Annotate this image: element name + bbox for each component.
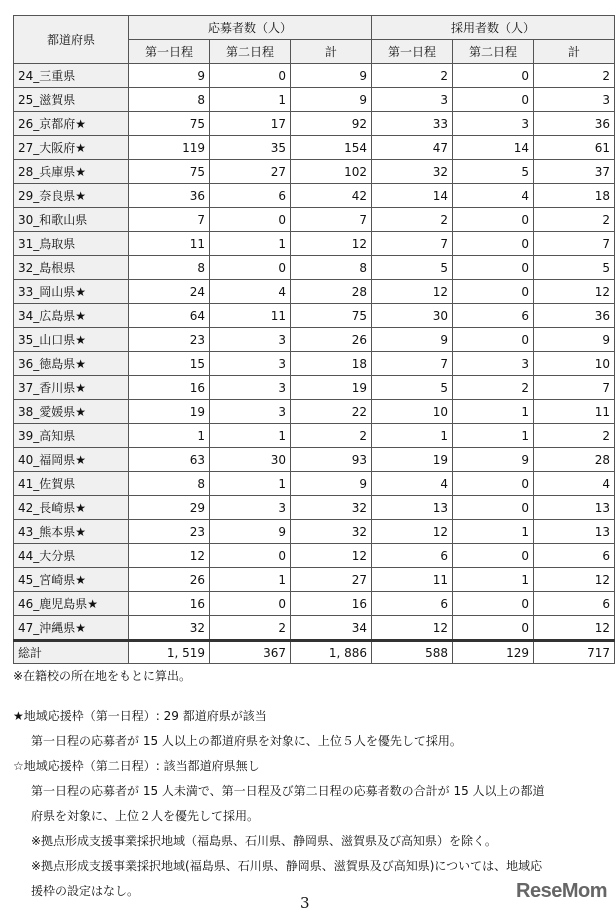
notes [13, 664, 545, 904]
page-number: 3 [300, 894, 310, 912]
table-row [14, 376, 615, 400]
value-cell: 13 [534, 520, 615, 544]
table-row [14, 400, 615, 424]
value-cell: 9 [372, 328, 453, 352]
value-cell: 7 [129, 208, 210, 232]
note-exclusion-2a: ※拠点形成支援事業採択地域(福島県、石川県、静岡県、滋賀県及び高知県)については、地域応 [31, 859, 543, 873]
note-star-desc: 第一日程の応募者が 15 人以上の都道府県を対象に、上位５人を優先して採用。 [31, 734, 462, 748]
value-cell: 0 [453, 232, 534, 256]
value-cell: 3 [210, 496, 291, 520]
value-cell: 5 [453, 160, 534, 184]
table-row [14, 136, 615, 160]
note-hollow-desc-2: 府県を対象に、上位２人を優先して採用。 [31, 809, 260, 823]
prefecture-cell: 37_香川県★ [14, 376, 129, 400]
value-cell: 32 [372, 160, 453, 184]
value-cell: 32 [291, 520, 372, 544]
value-cell: 0 [453, 88, 534, 112]
value-cell: 12 [372, 616, 453, 641]
value-cell: 9 [129, 64, 210, 88]
value-cell: 4 [534, 472, 615, 496]
value-cell: 7 [372, 352, 453, 376]
value-cell: 2 [372, 208, 453, 232]
value-cell: 1 [372, 424, 453, 448]
value-cell: 75 [129, 112, 210, 136]
value-cell: 6 [372, 592, 453, 616]
table-row [14, 184, 615, 208]
value-cell: 4 [372, 472, 453, 496]
value-cell: 5 [372, 376, 453, 400]
prefecture-cell: 40_福岡県★ [14, 448, 129, 472]
value-cell: 9 [291, 64, 372, 88]
prefecture-cell: 42_長崎県★ [14, 496, 129, 520]
value-cell: 6 [453, 304, 534, 328]
value-cell: 119 [129, 136, 210, 160]
value-cell: 1 [210, 88, 291, 112]
prefecture-cell: 29_奈良県★ [14, 184, 129, 208]
prefecture-cell: 30_和歌山県 [14, 208, 129, 232]
prefecture-cell: 24_三重県 [14, 64, 129, 88]
value-cell: 0 [453, 592, 534, 616]
value-cell: 93 [291, 448, 372, 472]
value-cell: 0 [453, 256, 534, 280]
value-cell: 23 [129, 328, 210, 352]
note-source: ※在籍校の所在地をもとに算出。 [13, 669, 192, 683]
value-cell: 5 [534, 256, 615, 280]
prefecture-cell: 34_広島県★ [14, 304, 129, 328]
value-cell: 15 [129, 352, 210, 376]
table-row [14, 568, 615, 592]
header-hired: 採用者数（人） [372, 16, 615, 40]
value-cell: 18 [291, 352, 372, 376]
value-cell: 7 [534, 232, 615, 256]
value-cell: 12 [534, 568, 615, 592]
value-cell: 3 [372, 88, 453, 112]
value-cell: 10 [372, 400, 453, 424]
value-cell: 12 [372, 520, 453, 544]
table-row [14, 256, 615, 280]
value-cell: 32 [129, 616, 210, 641]
value-cell: 8 [129, 472, 210, 496]
value-cell: 5 [372, 256, 453, 280]
value-cell: 13 [372, 496, 453, 520]
note-hollow-desc-1: 第一日程の応募者が 15 人未満で、第一日程及び第二日程の応募者数の合計が 15 人以上の都道 [31, 784, 545, 798]
table-row [14, 160, 615, 184]
table-row [14, 496, 615, 520]
prefecture-cell: 44_大分県 [14, 544, 129, 568]
value-cell: 9 [210, 520, 291, 544]
value-cell: 129 [453, 641, 534, 664]
subheader-5: 計 [534, 40, 615, 64]
prefecture-cell: 25_滋賀県 [14, 88, 129, 112]
value-cell: 0 [453, 64, 534, 88]
value-cell: 4 [210, 280, 291, 304]
value-cell: 2 [453, 376, 534, 400]
prefecture-cell: 41_佐賀県 [14, 472, 129, 496]
value-cell: 64 [129, 304, 210, 328]
value-cell: 0 [210, 256, 291, 280]
value-cell: 0 [453, 496, 534, 520]
value-cell: 154 [291, 136, 372, 160]
prefecture-cell: 35_山口県★ [14, 328, 129, 352]
value-cell: 3 [210, 352, 291, 376]
value-cell: 42 [291, 184, 372, 208]
value-cell: 19 [129, 400, 210, 424]
value-cell: 32 [291, 496, 372, 520]
table-row [14, 616, 615, 641]
note-exclusion-1: ※拠点形成支援事業採択地域（福島県、石川県、静岡県、滋賀県及び高知県）を除く。 [31, 834, 497, 848]
value-cell: 24 [129, 280, 210, 304]
value-cell: 0 [453, 544, 534, 568]
note-hollow-title: ☆地域応援枠（第二日程）: 該当都道府県無し [13, 759, 260, 773]
value-cell: 7 [291, 208, 372, 232]
value-cell: 1 [453, 520, 534, 544]
value-cell: 6 [534, 592, 615, 616]
prefecture-cell: 46_鹿児島県★ [14, 592, 129, 616]
prefecture-cell: 26_京都府★ [14, 112, 129, 136]
table-row [14, 208, 615, 232]
total-row [14, 641, 615, 664]
value-cell: 2 [372, 64, 453, 88]
prefecture-cell: 27_大阪府★ [14, 136, 129, 160]
value-cell: 6 [210, 184, 291, 208]
value-cell: 9 [534, 328, 615, 352]
header-prefecture: 都道府県 [14, 16, 129, 64]
value-cell: 2 [210, 616, 291, 641]
value-cell: 34 [291, 616, 372, 641]
value-cell: 61 [534, 136, 615, 160]
value-cell: 28 [534, 448, 615, 472]
value-cell: 1 [210, 424, 291, 448]
prefecture-cell: 31_鳥取県 [14, 232, 129, 256]
table-row [14, 328, 615, 352]
value-cell: 29 [129, 496, 210, 520]
value-cell: 8 [291, 256, 372, 280]
prefecture-cell: 総計 [14, 641, 129, 664]
value-cell: 9 [453, 448, 534, 472]
value-cell: 3 [210, 328, 291, 352]
prefecture-cell: 33_岡山県★ [14, 280, 129, 304]
value-cell: 7 [372, 232, 453, 256]
value-cell: 12 [291, 544, 372, 568]
prefecture-cell: 38_愛媛県★ [14, 400, 129, 424]
value-cell: 1 [129, 424, 210, 448]
value-cell: 30 [210, 448, 291, 472]
value-cell: 35 [210, 136, 291, 160]
value-cell: 11 [210, 304, 291, 328]
table-row [14, 544, 615, 568]
value-cell: 19 [372, 448, 453, 472]
value-cell: 14 [372, 184, 453, 208]
value-cell: 27 [210, 160, 291, 184]
value-cell: 9 [291, 88, 372, 112]
value-cell: 1 [210, 568, 291, 592]
value-cell: 75 [129, 160, 210, 184]
value-cell: 1 [453, 400, 534, 424]
prefecture-cell: 47_沖縄県★ [14, 616, 129, 641]
value-cell: 16 [129, 376, 210, 400]
value-cell: 4 [453, 184, 534, 208]
value-cell: 36 [129, 184, 210, 208]
value-cell: 17 [210, 112, 291, 136]
value-cell: 36 [534, 304, 615, 328]
resemom-logo: ReseMom [516, 880, 607, 902]
value-cell: 3 [453, 112, 534, 136]
value-cell: 16 [291, 592, 372, 616]
prefecture-cell: 36_徳島県★ [14, 352, 129, 376]
value-cell: 10 [534, 352, 615, 376]
applicants-table [13, 15, 615, 664]
table-row [14, 64, 615, 88]
value-cell: 92 [291, 112, 372, 136]
value-cell: 8 [129, 88, 210, 112]
value-cell: 1 [453, 424, 534, 448]
value-cell: 717 [534, 641, 615, 664]
value-cell: 37 [534, 160, 615, 184]
value-cell: 30 [372, 304, 453, 328]
prefecture-cell: 32_島根県 [14, 256, 129, 280]
prefecture-cell: 39_高知県 [14, 424, 129, 448]
value-cell: 2 [534, 424, 615, 448]
value-cell: 0 [210, 544, 291, 568]
prefecture-cell: 45_宮崎県★ [14, 568, 129, 592]
prefecture-cell: 43_熊本県★ [14, 520, 129, 544]
table-row [14, 232, 615, 256]
value-cell: 28 [291, 280, 372, 304]
value-cell: 367 [210, 641, 291, 664]
value-cell: 1 [210, 232, 291, 256]
subheader-2: 計 [291, 40, 372, 64]
value-cell: 22 [291, 400, 372, 424]
subheader-3: 第一日程 [372, 40, 453, 64]
value-cell: 19 [291, 376, 372, 400]
value-cell: 0 [453, 208, 534, 232]
table-row [14, 280, 615, 304]
value-cell: 11 [534, 400, 615, 424]
value-cell: 2 [534, 208, 615, 232]
value-cell: 1 [210, 472, 291, 496]
table-row [14, 472, 615, 496]
table-row [14, 88, 615, 112]
value-cell: 0 [453, 616, 534, 641]
subheader-0: 第一日程 [129, 40, 210, 64]
value-cell: 588 [372, 641, 453, 664]
table-row [14, 424, 615, 448]
value-cell: 27 [291, 568, 372, 592]
value-cell: 0 [453, 328, 534, 352]
value-cell: 12 [534, 280, 615, 304]
value-cell: 12 [372, 280, 453, 304]
value-cell: 75 [291, 304, 372, 328]
table-row [14, 448, 615, 472]
table-row [14, 304, 615, 328]
value-cell: 3 [210, 400, 291, 424]
value-cell: 7 [534, 376, 615, 400]
table-row [14, 352, 615, 376]
value-cell: 12 [534, 616, 615, 641]
note-star-title: ★地域応援枠（第一日程）: 29 都道府県が該当 [13, 709, 267, 723]
value-cell: 16 [129, 592, 210, 616]
value-cell: 11 [129, 232, 210, 256]
value-cell: 6 [534, 544, 615, 568]
value-cell: 3 [534, 88, 615, 112]
value-cell: 12 [129, 544, 210, 568]
value-cell: 14 [453, 136, 534, 160]
value-cell: 3 [453, 352, 534, 376]
prefecture-cell: 28_兵庫県★ [14, 160, 129, 184]
value-cell: 0 [453, 472, 534, 496]
value-cell: 18 [534, 184, 615, 208]
value-cell: 26 [291, 328, 372, 352]
value-cell: 1, 886 [291, 641, 372, 664]
value-cell: 3 [210, 376, 291, 400]
value-cell: 9 [291, 472, 372, 496]
value-cell: 6 [372, 544, 453, 568]
table-row [14, 112, 615, 136]
value-cell: 23 [129, 520, 210, 544]
value-cell: 8 [129, 256, 210, 280]
value-cell: 11 [372, 568, 453, 592]
table-row [14, 592, 615, 616]
value-cell: 0 [210, 208, 291, 232]
table-row [14, 520, 615, 544]
value-cell: 36 [534, 112, 615, 136]
value-cell: 1 [453, 568, 534, 592]
value-cell: 2 [534, 64, 615, 88]
value-cell: 33 [372, 112, 453, 136]
value-cell: 26 [129, 568, 210, 592]
value-cell: 0 [210, 592, 291, 616]
note-exclusion-2b: 援枠の設定はなし。 [31, 884, 140, 898]
subheader-1: 第二日程 [210, 40, 291, 64]
value-cell: 102 [291, 160, 372, 184]
header-applicants: 応募者数（人） [129, 16, 372, 40]
value-cell: 47 [372, 136, 453, 160]
value-cell: 0 [210, 64, 291, 88]
value-cell: 13 [534, 496, 615, 520]
value-cell: 12 [291, 232, 372, 256]
value-cell: 0 [453, 280, 534, 304]
subheader-4: 第二日程 [453, 40, 534, 64]
value-cell: 2 [291, 424, 372, 448]
value-cell: 1, 519 [129, 641, 210, 664]
value-cell: 63 [129, 448, 210, 472]
